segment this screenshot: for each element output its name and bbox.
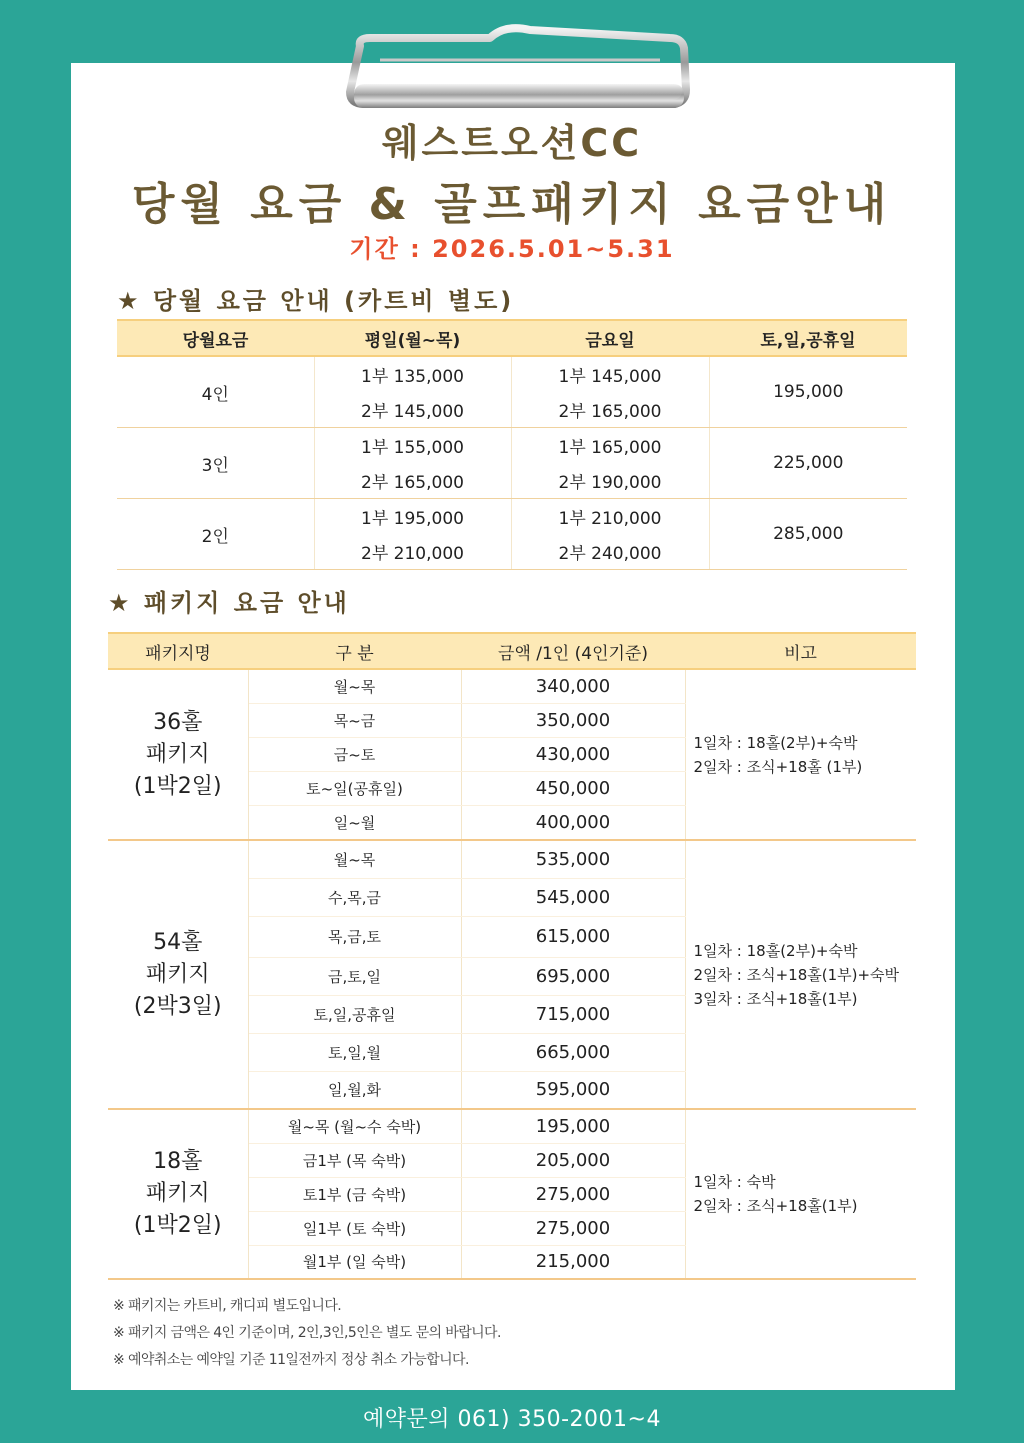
price-cell: 275,000: [461, 1211, 685, 1245]
price-cell: 340,000: [461, 669, 685, 703]
period-cell: 월~목: [248, 669, 461, 703]
price-cell: 545,000: [461, 878, 685, 916]
monthly-section-title: ★ 당월 요금 안내 (카트비 별도): [117, 287, 515, 315]
period-cell: 일~월: [248, 805, 461, 840]
period-cell: 금1부 (목 숙박): [248, 1143, 461, 1177]
table-row: [117, 428, 907, 499]
price-cell: 2부 210,000: [361, 544, 464, 564]
price-cell: 275,000: [461, 1177, 685, 1211]
people-cell: 4인: [117, 356, 314, 428]
period-cell: 일1부 (토 숙박): [248, 1211, 461, 1245]
column-header: 평일(월~목): [314, 320, 511, 356]
price-cell: 1부 155,000: [361, 438, 464, 458]
period-cell: 토1부 (금 숙박): [248, 1177, 461, 1211]
note-line: ※ 패키지는 카트비, 캐디피 별도입니다.: [113, 1298, 342, 1314]
table-row: [108, 1109, 916, 1143]
price-cell: 595,000: [461, 1071, 685, 1109]
people-cell: 2인: [117, 499, 314, 570]
column-header: 금액 /1인 (4인기준): [461, 633, 685, 669]
period-cell: 금~토: [248, 737, 461, 771]
price-cell: 2부 145,000: [361, 402, 464, 422]
period-cell: 목~금: [248, 703, 461, 737]
column-header: 토,일,공휴일: [709, 320, 907, 356]
package-name: 54홀 패키지 (2박3일): [108, 840, 248, 1109]
period-cell: 수,목,금: [248, 878, 461, 916]
column-header: 금요일: [511, 320, 709, 356]
price-cell: 1부 135,000: [361, 367, 464, 387]
table-row: [117, 356, 907, 428]
reservation-contact: 예약문의 061) 350-2001~4: [363, 1407, 661, 1432]
period-cell: 토,일,월: [248, 1033, 461, 1071]
note-cell: 1일차 : 숙박 2일차 : 조식+18홀(1부): [685, 1109, 916, 1279]
column-header: 패키지명: [108, 633, 248, 669]
price-cell: 205,000: [461, 1143, 685, 1177]
period-cell: 목,금,토: [248, 916, 461, 957]
notes-list: [113, 1293, 501, 1374]
column-header: 구 분: [248, 633, 461, 669]
page-title: 당월 요금 & 골프패키지 요금안내: [131, 179, 893, 230]
price-cell: 2부 165,000: [361, 473, 464, 493]
note-cell: 1일차 : 18홀(2부)+숙박 2일차 : 조식+18홀 (1부): [685, 669, 916, 840]
price-cell: 400,000: [461, 805, 685, 840]
price-cell: 1부 210,000: [558, 509, 662, 529]
price-cell: 695,000: [461, 957, 685, 995]
table-row: [117, 499, 907, 570]
price-cell: 1부 165,000: [558, 438, 662, 458]
price-cell: 285,000: [709, 499, 907, 570]
note-line: ※ 패키지 금액은 4인 기준이며, 2인,3인,5인은 별도 문의 바랍니다.: [113, 1325, 501, 1341]
package-section-title: ★ 패키지 요금 안내: [108, 589, 350, 617]
period-label: 기간 : 2026.5.01~5.31: [349, 235, 675, 263]
price-cell: 195,000: [709, 356, 907, 428]
table-row: [108, 840, 916, 878]
price-cell: 2부 240,000: [558, 544, 662, 564]
package-rate-table: [108, 632, 916, 1280]
price-cell: 1부 195,000: [361, 509, 464, 529]
price-cell: 215,000: [461, 1245, 685, 1279]
package-name: 36홀 패키지 (1박2일): [108, 669, 248, 840]
price-cell: 225,000: [709, 428, 907, 499]
price-cell: 1부 145,000: [558, 367, 662, 387]
price-cell: 665,000: [461, 1033, 685, 1071]
period-cell: 토,일,공휴일: [248, 995, 461, 1033]
price-cell: 2부 165,000: [558, 402, 662, 422]
brand-title: 웨스트오션CC: [381, 121, 643, 165]
period-cell: 월1부 (일 숙박): [248, 1245, 461, 1279]
people-cell: 3인: [117, 428, 314, 499]
price-cell: 350,000: [461, 703, 685, 737]
clipboard-clip-icon: [340, 20, 692, 116]
note-line: ※ 예약취소는 예약일 기준 11일전까지 정상 취소 가능합니다.: [113, 1352, 469, 1368]
period-cell: 월~목: [248, 840, 461, 878]
package-name: 18홀 패키지 (1박2일): [108, 1109, 248, 1279]
period-cell: 일,월,화: [248, 1071, 461, 1109]
price-cell: 430,000: [461, 737, 685, 771]
price-cell: 195,000: [461, 1109, 685, 1143]
column-header: 당월요금: [117, 320, 314, 356]
price-cell: 535,000: [461, 840, 685, 878]
period-cell: 월~목 (월~수 숙박): [248, 1109, 461, 1143]
price-cell: 715,000: [461, 995, 685, 1033]
column-header: 비고: [685, 633, 916, 669]
note-cell: 1일차 : 18홀(2부)+숙박 2일차 : 조식+18홀(1부)+숙박 3일차 : 조식+18홀(1부): [685, 840, 916, 1109]
price-cell: 450,000: [461, 771, 685, 805]
period-cell: 금,토,일: [248, 957, 461, 995]
monthly-rate-table: [117, 319, 907, 570]
price-cell: 2부 190,000: [558, 473, 662, 493]
price-cell: 615,000: [461, 916, 685, 957]
table-row: [108, 669, 916, 703]
period-cell: 토~일(공휴일): [248, 771, 461, 805]
